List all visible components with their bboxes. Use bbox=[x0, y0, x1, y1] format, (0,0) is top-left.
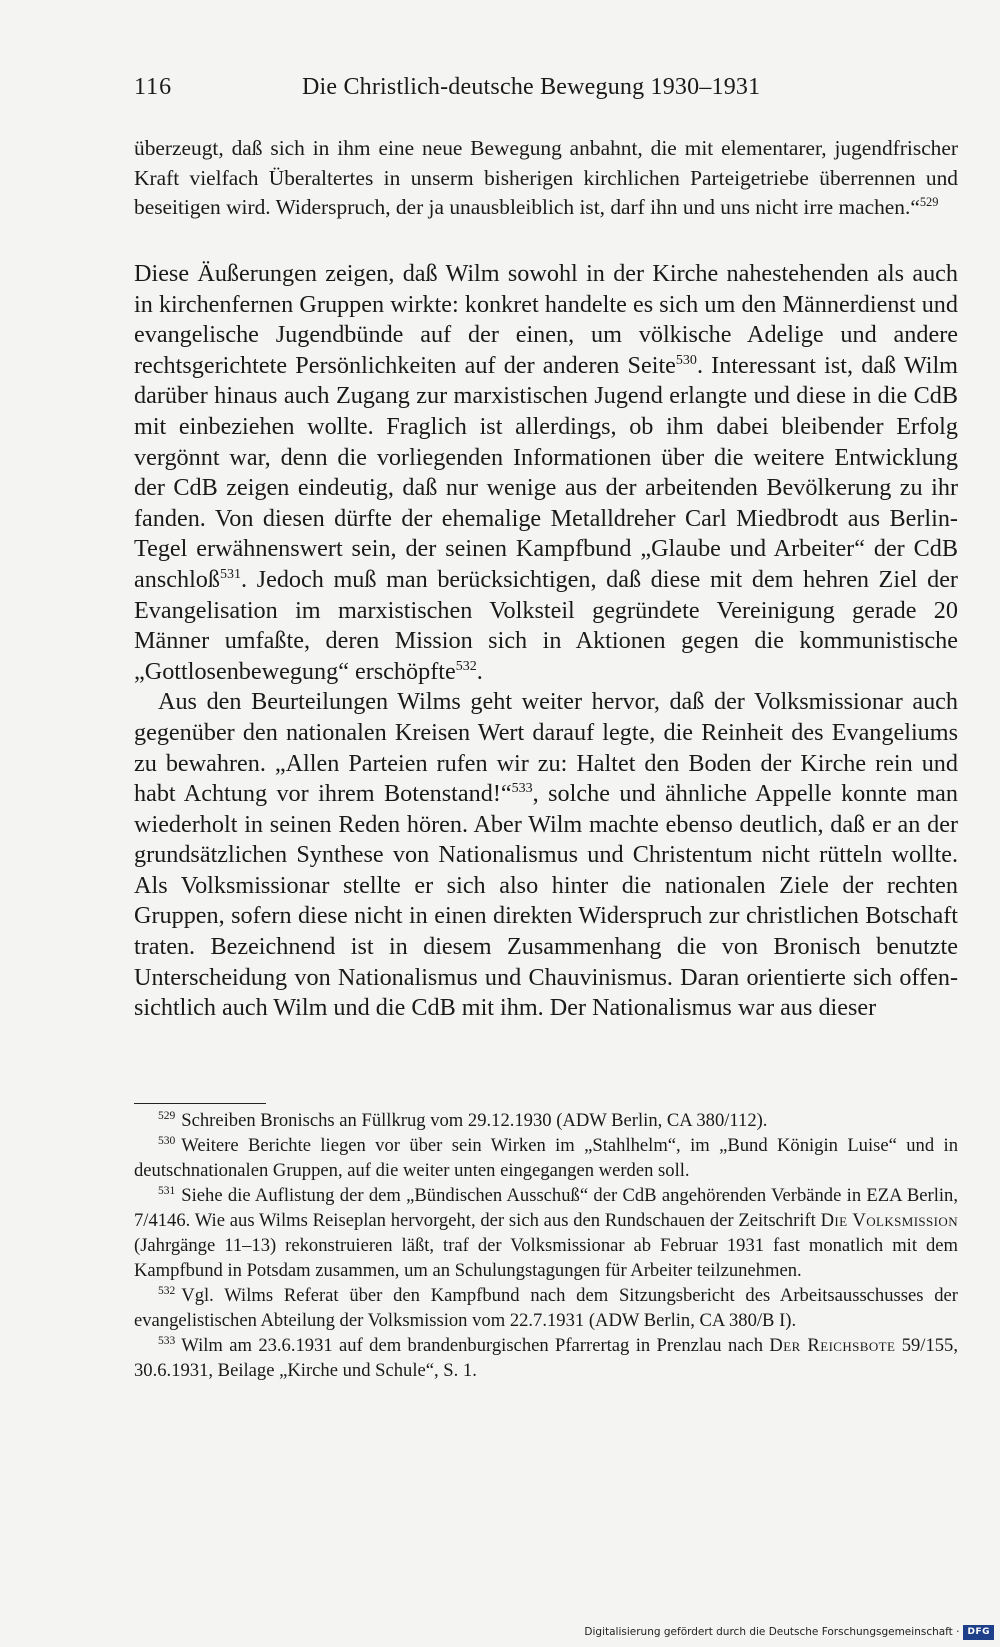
footnote-text-a: Siehe die Auflistung der dem „Bündischen Ausschuß“ der CdB angehörenden Verbände in EZA Berlin, 7/4146. Wie aus Wilms Reiseplan hervorgeht, der sich aus den Rundschauen der Zeitschrift bbox=[134, 1185, 958, 1231]
footnote-ref-531: 531 bbox=[219, 565, 242, 582]
paragraph-2-text-b: , solche und ähnliche Appelle konnte man wiederholt in seinen Reden hören. Aber Wilm machte ebenso deutlich, daß er an der grundsätzlichen Synthese von Nationalismus und Christentum nicht rütteln wollte. Als Volksmissionar stellte er sich also hinter die nationalen Ziele der rechten Gruppen, sofern diese nicht in einen direkten Widerspruch zur christlichen Botschaft traten. Bezeichnend ist in diesem Zusammenhang die von Bronisch benutzte Unterscheidung von Nationalismus und Chauvinismus. Daran orientierte sich offensichtlich auch Wilm und die CdB mit ihm. Der Nationalismus war aus dieser bbox=[134, 780, 958, 1022]
footnote-text-a: Wilm am 23.6.1931 auf dem brandenburgischen Pfarrertag in Prenzlau nach bbox=[181, 1335, 770, 1356]
running-title: Die Christlich-deutsche Bewegung 1930–1931 bbox=[302, 74, 761, 100]
footnote-number: 529 bbox=[158, 1109, 176, 1122]
footnote-text: Schreiben Bronischs an Füllkrug vom 29.12.1930 (ADW Berlin, CA 380/112). bbox=[181, 1110, 768, 1131]
footnote-text-b: 59/155, 30.6.1931, Beilage „Kirche und Schule“, S. 1. bbox=[134, 1335, 958, 1381]
footnote-ref-532: 532 bbox=[455, 657, 477, 674]
main-text bbox=[134, 259, 958, 1024]
footnote-532 bbox=[134, 1283, 958, 1333]
paragraph-1-text-b: . Interessant ist, daß Wilm darüber hinaus auch Zugang zur marxistischen Jugend erlangte und diese in die CdB mit einbeziehen wollte. Fraglich ist allerdings, ob ihm dabei bleibender Erfolg vergönnt war, denn die vorliegenden Informationen über die weitere Entwicklung der CdB zeigen eindeutig, daß nur wenige aus der arbeitenden Bevölkerung zu ihr fanden. Von diesen dürfte der ehemalige Metalldreher Carl Miedbrodt aus Berlin-Tegel erwähnenswert sein, der seinen Kampfbund „Glaube und Arbeiter“ der CdB anschloß bbox=[134, 351, 958, 593]
quote-text: überzeugt, daß sich in ihm eine neue Bewegung anbahnt, die mit elementarer, jugendfrischer Kraft vielfach Überaltertes in unserm bisherigen kirchlichen Parteigetriebe überrennen und beseitigen wird. Widerspruch, der ja unausbleiblich ist, darf ihn und uns nicht irre machen.“ bbox=[134, 136, 958, 219]
footnote-ref-533: 533 bbox=[511, 780, 533, 797]
paragraph-2 bbox=[134, 687, 958, 1024]
block-quote bbox=[134, 134, 958, 223]
footnote-529 bbox=[134, 1108, 958, 1133]
paragraph-1-text-c: . Jedoch muß man berücksichtigen, daß diese mit dem hehren Ziel der Evangelisation im marxistischen Volksteil gegründete Vereinigung gerade 20 Männer umfaßte, deren Mission sich in Aktionen gegen die kommunistische „Gottlosenbewegung“ erschöpfte bbox=[134, 565, 958, 685]
digitization-credit bbox=[584, 1623, 994, 1641]
footnote-number: 533 bbox=[158, 1334, 176, 1347]
journal-title: Der Reichsbote bbox=[769, 1335, 896, 1356]
paragraph-2-text-a: Aus den Beurteilungen Wilms geht weiter hervor, daß der Volksmissionar auch gegenüber den nationalen Kreisen Wert darauf legte, die Reinheit des Evangeliums zu bewahren. „Allen Parteien rufen wir zu: Haltet den Boden der Kirche rein und habt Achtung vor ihrem Botenstand!“ bbox=[134, 688, 958, 808]
page-number: 116 bbox=[134, 74, 173, 100]
paragraph-1 bbox=[134, 259, 958, 687]
digitization-credit-text: Digitalisierung gefördert durch die Deutsche Forschungsgemeinschaft · bbox=[584, 1626, 960, 1638]
dfg-logo-icon: DFG bbox=[963, 1625, 994, 1640]
footnote-number: 530 bbox=[158, 1134, 176, 1147]
paragraph-1-text-d: . bbox=[476, 657, 483, 685]
footnote-divider bbox=[134, 1103, 266, 1104]
footnote-number: 532 bbox=[158, 1284, 176, 1297]
running-head bbox=[134, 74, 958, 108]
footnote-530 bbox=[134, 1133, 958, 1183]
footnotes bbox=[134, 1108, 958, 1383]
footnote-number: 531 bbox=[158, 1184, 176, 1197]
paragraph-1-text-a: Diese Äußerungen zeigen, daß Wilm sowohl in der Kirche nahestehenden als auch in kirchenfernen Gruppen wirkte: konkret handelte es sich um den Männerdienst und evangelische Jugendbünde auf der einen, um völkische Adelige und andere rechtsgerichtete Persönlichkeiten auf der anderen Seite bbox=[134, 260, 958, 379]
footnote-533 bbox=[134, 1333, 958, 1383]
footnote-531 bbox=[134, 1183, 958, 1283]
footnote-text-b: (Jahrgänge 11–13) rekonstruieren läßt, traf der Volksmissionar ab Februar 1931 fast monatlich mit dem Kampfbund in Potsdam zusammen, um an Schulungstagungen für Arbeiter teilzunehmen. bbox=[134, 1235, 958, 1281]
footnote-ref-529: 529 bbox=[919, 194, 939, 209]
journal-title: Die Volksmission bbox=[820, 1210, 958, 1231]
footnote-text: Vgl. Wilms Referat über den Kampfbund nach dem Sitzungsbericht des Arbeitsausschusses der evangelistischen Abteilung der Volksmission vom 22.7.1931 (ADW Berlin, CA 380/B I). bbox=[134, 1285, 958, 1331]
footnote-text: Weitere Berichte liegen vor über sein Wirken im „Stahlhelm“, im „Bund Königin Luise“ und in deutschnationalen Gruppen, auf die weiter unten eingegangen werden soll. bbox=[134, 1135, 958, 1181]
footnote-ref-530: 530 bbox=[675, 351, 697, 368]
quote-paragraph bbox=[134, 134, 958, 223]
